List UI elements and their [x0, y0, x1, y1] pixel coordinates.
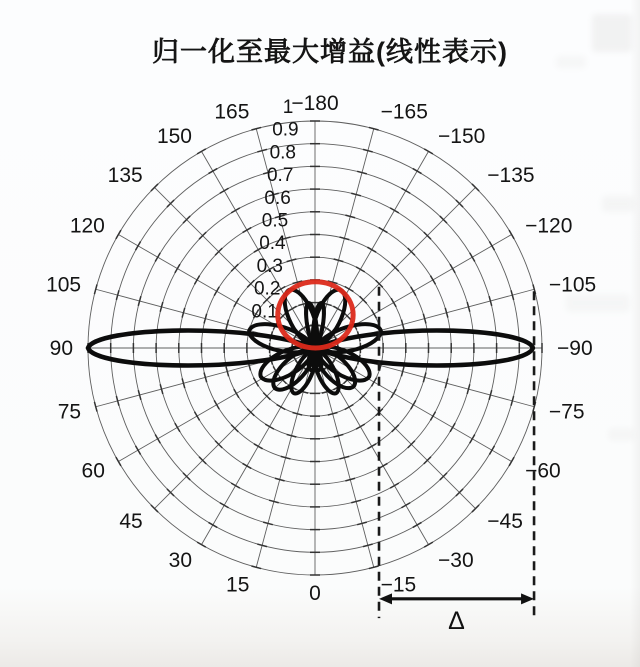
angle-tick-label--45: −45: [487, 510, 523, 534]
angle-tick-label--15: −15: [380, 573, 417, 597]
grid-tick: [197, 542, 206, 547]
grid-tick: [509, 457, 514, 466]
angle-tick-label-120: 120: [69, 214, 105, 238]
angle-tick-label--135: −135: [487, 163, 535, 187]
grid-tick: [209, 522, 218, 527]
radial-tick-label: 0.7: [266, 165, 294, 187]
angle-tick-label-60: 60: [81, 459, 105, 483]
grid-tick: [214, 287, 219, 296]
radial-tick-label: 0.1: [251, 301, 278, 323]
grid-tick: [391, 298, 396, 307]
radial-tick-label: 0.4: [259, 233, 286, 255]
grid-tick: [220, 188, 229, 193]
grid-tick: [254, 378, 259, 387]
angle-tick-label--150: −150: [438, 124, 486, 148]
grid-tick: [424, 542, 433, 547]
radial-tick-label: 0.8: [269, 142, 297, 164]
grid-tick: [411, 287, 416, 296]
angle-tick-label-75: 75: [57, 400, 82, 424]
angle-tick-label-45: 45: [119, 510, 143, 534]
grid-tick: [371, 378, 376, 387]
grid-tick: [277, 404, 286, 409]
grid-tick: [401, 188, 410, 193]
angle-tick-label--180: −180: [291, 92, 339, 115]
radial-tick-label: 0.5: [261, 210, 289, 232]
grid-tick: [231, 208, 240, 213]
grid-tick: [391, 389, 396, 398]
grid-tick: [401, 503, 410, 508]
angle-tick-label--165: −165: [380, 100, 428, 124]
angle-tick-label--105: −105: [548, 273, 597, 297]
grid-tick: [411, 400, 416, 409]
grid-tick: [265, 424, 274, 429]
grid-tick: [116, 230, 121, 239]
grid-tick: [116, 457, 121, 466]
grid-tick: [288, 306, 297, 311]
angle-tick-label-165: 165: [214, 100, 250, 124]
grid-tick: [430, 276, 435, 285]
angle-tick-label-105: 105: [46, 273, 82, 297]
radial-tick-label: 0.3: [256, 255, 284, 277]
angle-tick-label-150: 150: [156, 124, 192, 148]
grid-tick: [509, 230, 514, 239]
grid-tick: [197, 149, 206, 154]
grid-tick: [231, 483, 240, 488]
grid-tick: [450, 264, 455, 273]
grid-tick: [413, 522, 422, 527]
grid-tick: [195, 276, 200, 285]
grid-tick: [470, 253, 475, 262]
chart-title: 归一化至最大增益(线性表示): [152, 37, 508, 67]
grid-tick: [367, 444, 376, 449]
grid-tick: [345, 287, 354, 292]
grid-tick: [413, 169, 422, 174]
grid-tick: [155, 253, 160, 262]
grid-tick: [390, 208, 399, 213]
grid-tick: [371, 310, 376, 319]
grid-tick: [175, 264, 180, 273]
grid-tick: [430, 412, 435, 421]
angle-tick-label--75: −75: [548, 400, 585, 424]
grid-tick: [470, 434, 475, 443]
grid-tick: [424, 149, 433, 154]
angle-tick-label--90: −90: [557, 337, 593, 360]
grid-tick: [243, 228, 252, 233]
grid-tick: [195, 412, 200, 421]
radial-tick-label: 0.9: [272, 119, 299, 141]
arrowhead-right: [521, 593, 534, 604]
grid-tick: [356, 424, 365, 429]
grid-tick: [155, 434, 160, 443]
grid-tick: [367, 247, 376, 252]
angle-tick-label-90: 90: [49, 337, 73, 360]
grid-tick: [489, 446, 494, 455]
angle-tick-label-30: 30: [168, 549, 192, 573]
grid-tick: [254, 444, 263, 449]
angle-tick-label-15: 15: [226, 573, 250, 597]
radial-tick-label: 0.2: [253, 278, 281, 300]
angle-tick-label--30: −30: [438, 549, 474, 573]
angle-tick-label--60: −60: [525, 459, 561, 483]
radial-tick-label: 1: [282, 97, 294, 118]
grid-tick: [234, 389, 239, 398]
grid-tick: [175, 423, 180, 432]
grid-tick: [209, 169, 218, 174]
grid-tick: [234, 298, 239, 307]
angle-tick-label--120: −120: [525, 214, 573, 238]
grid-tick: [220, 503, 229, 508]
grid-tick: [136, 242, 141, 251]
grid-tick: [356, 267, 365, 272]
grid-tick: [450, 423, 455, 432]
grid-tick: [243, 463, 252, 468]
radial-tick-label: 0.6: [264, 187, 291, 209]
grid-tick: [489, 242, 494, 251]
angle-tick-label-135: 135: [107, 163, 143, 187]
grid-tick: [136, 446, 141, 455]
grid-tick: [390, 483, 399, 488]
grid-tick: [379, 228, 388, 233]
delta-label: Δ: [448, 606, 465, 635]
angle-tick-label-0: 0: [309, 582, 321, 605]
grid-tick: [333, 306, 342, 311]
grid-tick: [345, 404, 354, 409]
grid-tick: [214, 400, 219, 409]
